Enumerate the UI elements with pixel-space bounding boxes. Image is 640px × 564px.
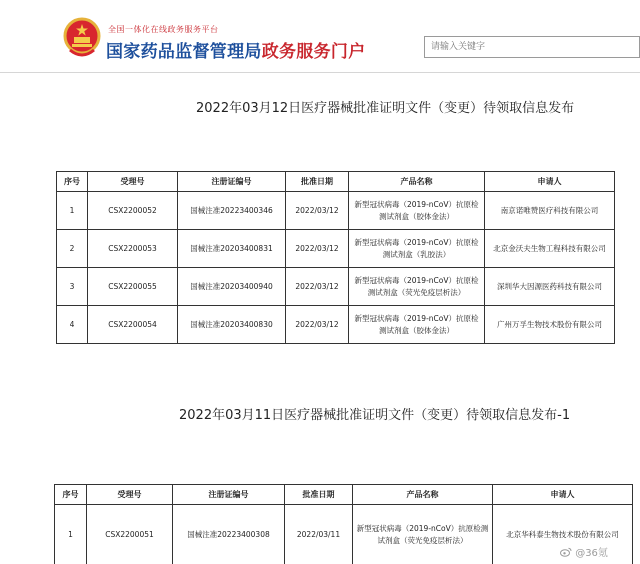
portal-subtitle: 全国一体化在线政务服务平台	[108, 25, 219, 34]
cell-accept: CSX2200055	[88, 268, 178, 306]
cell-applicant: 北京金沃夫生物工程科技有限公司	[485, 230, 615, 268]
cell-accept: CSX2200052	[88, 192, 178, 230]
header-divider	[0, 72, 640, 73]
national-emblem-icon	[62, 16, 102, 60]
cell-no: 4	[57, 306, 88, 344]
cell-accept: CSX2200054	[88, 306, 178, 344]
cell-no: 2	[57, 230, 88, 268]
cell-reg: 国械注准20223400308	[173, 505, 285, 564]
cell-accept: CSX2200053	[88, 230, 178, 268]
cell-product: 新型冠状病毒（2019-nCoV）抗原检测试剂盒（荧光免疫层析法）	[349, 268, 485, 306]
col-header-date: 批准日期	[286, 172, 349, 192]
table-header-row	[57, 172, 615, 192]
table-row	[57, 192, 615, 230]
cell-date: 2022/03/12	[286, 230, 349, 268]
col-header-applicant: 申请人	[493, 485, 633, 505]
col-header-no: 序号	[55, 485, 87, 505]
col-header-product: 产品名称	[353, 485, 493, 505]
cell-applicant: 深圳华大因源医药科技有限公司	[485, 268, 615, 306]
cell-no: 1	[57, 192, 88, 230]
section-title-0312: 2022年03月12日医疗器械批准证明文件（变更）待领取信息发布	[196, 101, 575, 116]
cell-applicant: 广州万孚生物技术股份有限公司	[485, 306, 615, 344]
section-title-0311: 2022年03月11日医疗器械批准证明文件（变更）待领取信息发布-1	[179, 408, 571, 423]
cell-product: 新型冠状病毒（2019-nCoV）抗原检测试剂盒（胶体金法）	[349, 192, 485, 230]
col-header-no: 序号	[57, 172, 88, 192]
portal-title[interactable]	[106, 37, 366, 62]
col-header-product: 产品名称	[349, 172, 485, 192]
col-header-accept: 受理号	[88, 172, 178, 192]
cell-no: 3	[57, 268, 88, 306]
site-header	[0, 0, 640, 74]
weibo-icon	[560, 547, 572, 557]
cell-date: 2022/03/12	[286, 268, 349, 306]
cell-applicant: 南京诺唯赞医疗科技有限公司	[485, 192, 615, 230]
portal-title-portal: 政务服务门户	[261, 42, 366, 62]
cell-reg: 国械注准20203400940	[178, 268, 286, 306]
weibo-watermark	[560, 544, 608, 559]
cell-reg: 国械注准20203400831	[178, 230, 286, 268]
watermark-text: @36氪	[575, 548, 608, 559]
cell-product: 新型冠状病毒（2019-nCoV）抗原检测试剂盒（胶体金法）	[349, 306, 485, 344]
table-header-row	[55, 485, 633, 505]
cell-date: 2022/03/12	[286, 306, 349, 344]
col-header-applicant: 申请人	[485, 172, 615, 192]
cell-accept: CSX2200051	[87, 505, 173, 564]
cell-no: 1	[55, 505, 87, 564]
approval-table-0312	[56, 171, 615, 344]
table-row	[57, 230, 615, 268]
cell-date: 2022/03/12	[286, 192, 349, 230]
table-row	[57, 268, 615, 306]
search-input[interactable]	[424, 36, 640, 58]
table-row	[55, 505, 633, 564]
cell-reg: 国械注准20203400830	[178, 306, 286, 344]
portal-title-agency: 国家药品监督管理局	[106, 42, 262, 62]
approval-table-0311	[54, 484, 633, 564]
cell-product: 新型冠状病毒（2019-nCoV）抗原检测试剂盒（荧光免疫层析法）	[353, 505, 493, 564]
cell-reg: 国械注准20223400346	[178, 192, 286, 230]
cell-date: 2022/03/11	[285, 505, 353, 564]
col-header-reg: 注册证编号	[173, 485, 285, 505]
cell-product: 新型冠状病毒（2019-nCoV）抗原检测试剂盒（乳胶法）	[349, 230, 485, 268]
cell-applicant: 北京华科泰生物技术股份有限公司	[493, 505, 633, 564]
col-header-date: 批准日期	[285, 485, 353, 505]
col-header-reg: 注册证编号	[178, 172, 286, 192]
col-header-accept: 受理号	[87, 485, 173, 505]
table-row	[57, 306, 615, 344]
